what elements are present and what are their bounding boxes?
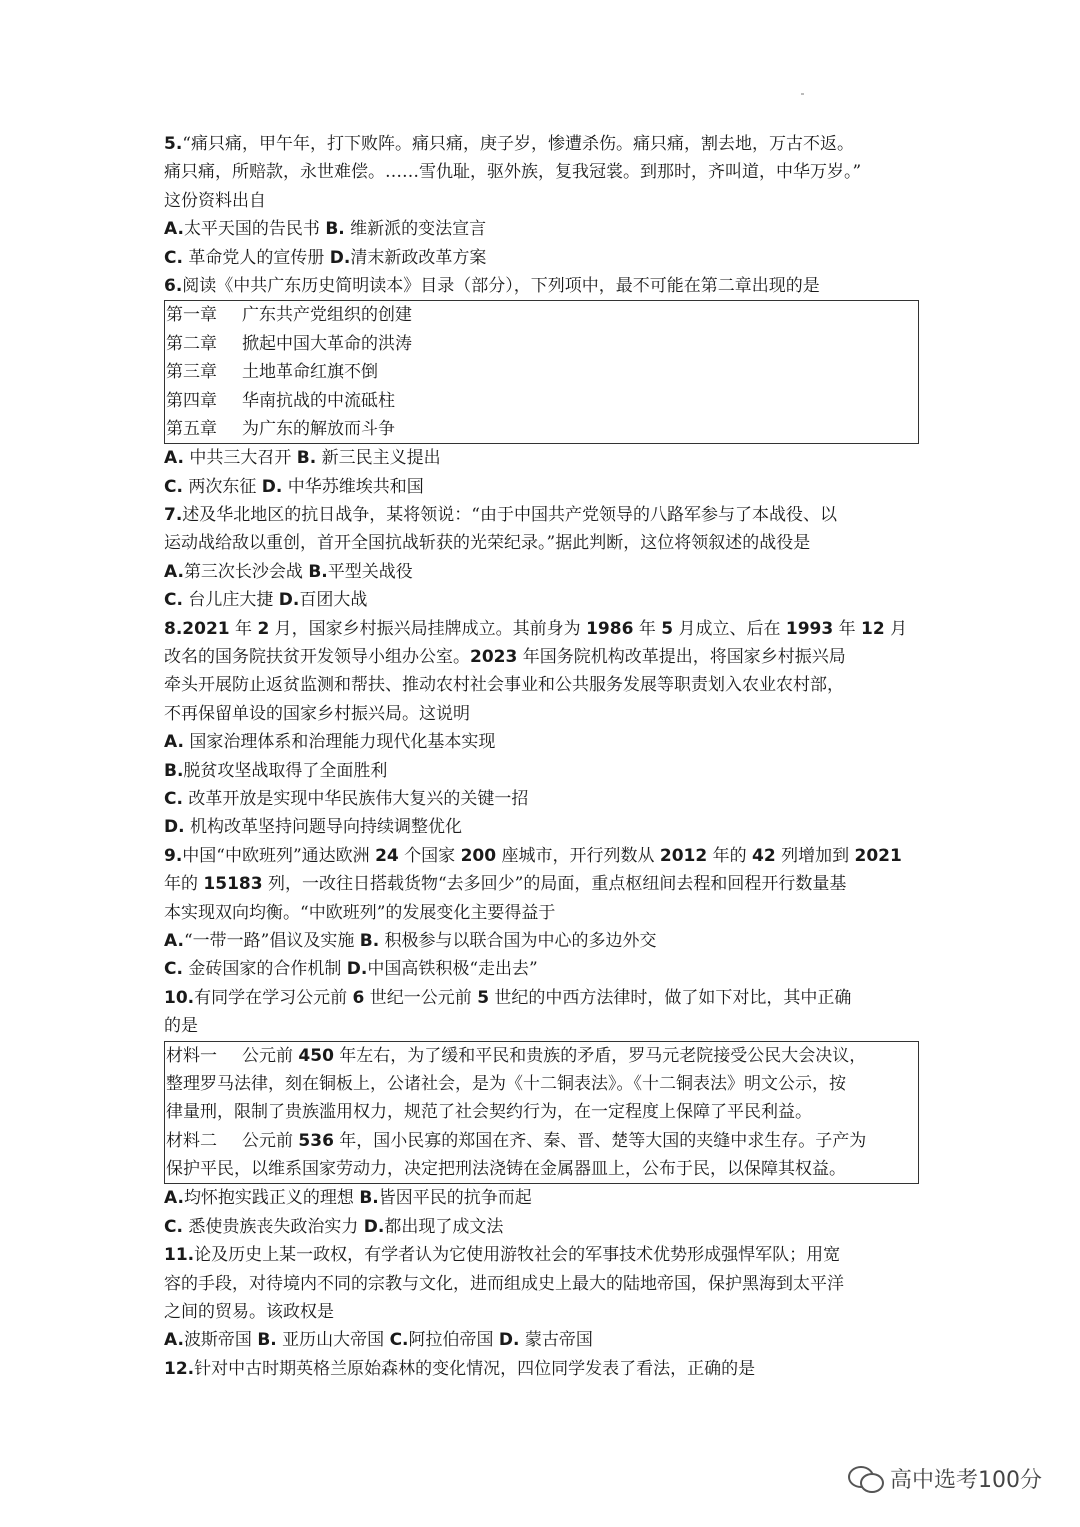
q6-chapter-5: 第五章 为广东的解放而斗争: [166, 418, 395, 439]
q8-option-b: B.脱贫攻坚战取得了全面胜利: [164, 760, 388, 781]
q11-options: A.波斯帝国 B. 亚历山大帝国 C.阿拉伯帝国 D. 蒙古帝国: [164, 1330, 593, 1351]
q10-material-1-line-1: 材料一 公元前 450 年左右，为了缓和平民和贵族的矛盾，罗马元老院接受公民大会决议，: [166, 1045, 867, 1066]
q10-options-ab: A.均怀抱实践正义的理想 B.皆因平民的抗争而起: [164, 1188, 532, 1209]
q5-options-cd: C. 革命党人的宣传册 D.清末新政改革方案: [164, 247, 487, 268]
q9-line-2: 年的 15183 列，一改往日搭载货物“去多回少”的局面，重点枢纽间去程和回程开行数量基: [164, 874, 847, 895]
q10-material-1-line-2: 整理罗马法律，刻在铜板上，公诸社会，是为《十二铜表法》。《十二铜表法》明文公示，按: [166, 1073, 846, 1094]
q8-line-1: 8.2021 年 2 月，国家乡村振兴局挂牌成立。其前身为 1986 年 5 月成立、后在 1993 年 12 月: [164, 618, 908, 639]
q8-line-3: 牵头开展防止返贫监测和帮扶、推动农村社会事业和公共服务发展等职责划入农业农村部，: [164, 675, 844, 696]
q8-line-4: 不再保留单设的国家乡村振兴局。这说明: [164, 703, 470, 724]
watermark-text: 高中选考100分: [890, 1467, 1042, 1493]
q9-line-3: 本实现双向均衡。“中欧班列”的发展变化主要得益于: [164, 902, 556, 923]
q10-materials-box: [164, 1041, 919, 1185]
q10-material-2-line-2: 保护平民，以维系国家劳动力，决定把刑法浇铸在金属器皿上，公布于民，以保障其权益。: [166, 1159, 846, 1180]
q11-line-2: 容的手段，对待境内不同的宗教与文化，进而组成史上最大的陆地帝国，保护黑海到太平洋: [164, 1273, 844, 1294]
chat-bubbles-icon: [848, 1463, 882, 1493]
q8-option-a: A. 国家治理体系和治理能力现代化基本实现: [164, 732, 496, 753]
scan-speck: [801, 93, 804, 95]
q6-chapter-4: 第四章 华南抗战的中流砥柱: [166, 390, 395, 411]
q6-chapter-2: 第二章 掀起中国大革命的洪涛: [166, 333, 412, 354]
q8-option-c: C. 改革开放是实现中华民族伟大复兴的关键一招: [164, 788, 529, 809]
q11-line-1: 11.论及历史上某一政权，有学者认为它使用游牧社会的军事技术优势形成强悍军队；用宽: [164, 1245, 841, 1266]
exam-page: [164, 130, 920, 1383]
q6-table-of-contents: [164, 300, 919, 444]
q6-chapter-1: 第一章 广东共产党组织的创建: [166, 305, 412, 326]
q10-line-1: 10.有同学在学习公元前 6 世纪一公元前 5 世纪的中西方法律时，做了如下对比，其中正确: [164, 987, 852, 1008]
q6-options-cd: C. 两次东征 D. 中华苏维埃共和国: [164, 476, 424, 497]
q8-option-d: D. 机构改革坚持问题导向持续调整优化: [164, 817, 462, 838]
q7-options-cd: C. 台儿庄大捷 D.百团大战: [164, 590, 368, 611]
q12-stem: 12.针对中古时期英格兰原始森林的变化情况，四位同学发表了看法，正确的是: [164, 1358, 756, 1379]
q5-line-2: 痛只痛，所赔款，永世难偿。……雪仇耻，驱外族，复我冠裳。到那时，齐叫道，中华万岁。”: [164, 162, 862, 183]
q8-line-2: 改名的国务院扶贫开发领导小组办公室。2023 年国务院机构改革提出，将国家乡村振兴局: [164, 647, 846, 668]
q10-material-1-line-3: 律量刑，限制了贵族滥用权力，规范了社会契约行为，在一定程度上保障了平民利益。: [166, 1102, 812, 1123]
q11-line-3: 之间的贸易。该政权是: [164, 1302, 334, 1323]
q6-stem: 6.阅读《中共广东历史简明读本》目录（部分），下列项中，最不可能在第二章出现的是: [164, 275, 820, 296]
q7-options-ab: A.第三次长沙会战 B.平型关战役: [164, 561, 413, 582]
q6-chapter-3: 第三章 土地革命红旗不倒: [166, 362, 378, 383]
q7-line-1: 7.述及华北地区的抗日战争，某将领说：“由于中国共产党领导的八路军参与了本战役、以: [164, 505, 837, 526]
q6-options-ab: A. 中共三大召开 B. 新三民主义提出: [164, 448, 441, 469]
watermark: [848, 1458, 1042, 1498]
q9-options-cd: C. 金砖国家的合作机制 D.中国高铁积极“走出去”: [164, 959, 538, 980]
q9-line-1: 9.中国“中欧班列”通达欧洲 24 个国家 200 座城市，开行列数从 2012 年的 42 列增加到 2021: [164, 845, 902, 866]
q10-line-2: 的是: [164, 1016, 198, 1037]
q10-material-2-line-1: 材料二 公元前 536 年，国小民寡的郑国在齐、秦、晋、楚等大国的夹缝中求生存。子产为: [166, 1130, 867, 1151]
q5-line-1: 5.“痛只痛，甲午年，打下败阵。痛只痛，庚子岁，惨遭杀伤。痛只痛，割去地，万古不返。: [164, 134, 854, 154]
q5-line-3: 这份资料出自: [164, 190, 266, 211]
q9-options-ab: A.“一带一路”倡议及实施 B. 积极参与以联合国为中心的多边外交: [164, 930, 657, 951]
q10-options-cd: C. 悉使贵族丧失政治实力 D.都出现了成文法: [164, 1216, 504, 1237]
q7-line-2: 运动战给敌以重创，首开全国抗战斩获的光荣纪录。”据此判断，这位将领叙述的战役是: [164, 533, 811, 554]
q5-options-ab: A.太平天国的告民书 B. 维新派的变法宣言: [164, 219, 487, 240]
